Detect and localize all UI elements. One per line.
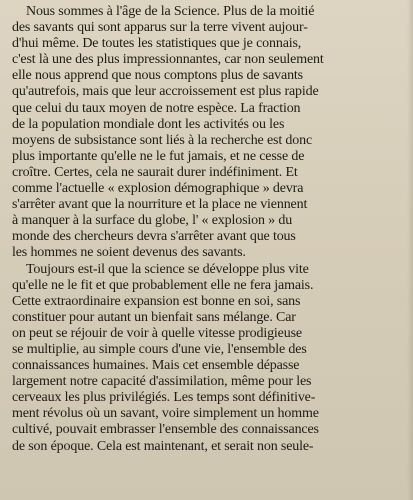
text-line: qu'elle ne le fit et que probablement elle ne fera jamais. [12,277,314,293]
text-line: comme l'actuelle « explosion démographique » devra [12,181,304,197]
page-edge-shadow [407,0,413,500]
text-line: Nous sommes à l'âge de la Science. Plus de la moitié [26,4,315,19]
text-line: connaissances humaines. Mais cet ensemble dépasse [12,358,300,374]
text-line: de son époque. Cela est maintenant, et serait non seule- [12,438,314,454]
body-text [12,4,404,455]
text-line: qu'autrefois, mais que leur accroissement est plus rapide [12,84,319,100]
text-line: se multiplie, au simple cours d'une vie, l'ensemble des [12,341,307,357]
text-line: largement notre capacité d'assimilation, même pour les [12,374,312,390]
text-line: cerveaux les plus privilégiés. Les temps sont définitive- [12,390,316,406]
text-line: Toujours est-il que la science se développe plus vite [26,261,309,277]
text-line: elle nous apprend que nous comptons plus de savants [12,68,303,84]
text-line: monde des chercheurs devra s'arrêter avant que tous [12,229,296,245]
text-line: moyens de subsistance sont liés à la recherche est donc [12,132,313,148]
text-line: d'hui même. De toutes les statistiques que je connais, [12,36,302,52]
text-line: c'est là une des plus impressionnantes, car non seulement [12,52,324,68]
text-line: croître. Certes, cela ne saurait durer indéfiniment. Et [12,164,298,180]
text-line: de la population mondiale dont les activités ou les [12,116,285,132]
text-line: Cette extraordinaire expansion est bonne en soi, sans [12,293,301,309]
text-line: à manquer à la surface du globe, l' « explosion » du [12,213,293,229]
text-line: on peut se réjouir de voir à quelle vitesse prodigieuse [12,325,302,341]
text-line: s'arrêter avant que la nourriture et la place ne viennent [12,197,308,213]
text-line: les hommes ne soient devenus des savants. [12,245,246,261]
text-line: ment révolus où un savant, voire simplement un homme [12,406,319,422]
text-line: constituer pour autant un bienfait sans mélange. Car [12,309,296,325]
text-line: que celui du taux moyen de notre espèce. La fraction [12,100,301,116]
text-line: cultivé, pouvait embrasser l'ensemble des connaissances [12,422,319,438]
text-line: plus importante qu'elle ne le fut jamais, et ne cesse de [12,148,305,164]
text-line: des savants qui sont apparus sur la terre vivent aujour- [12,20,308,36]
